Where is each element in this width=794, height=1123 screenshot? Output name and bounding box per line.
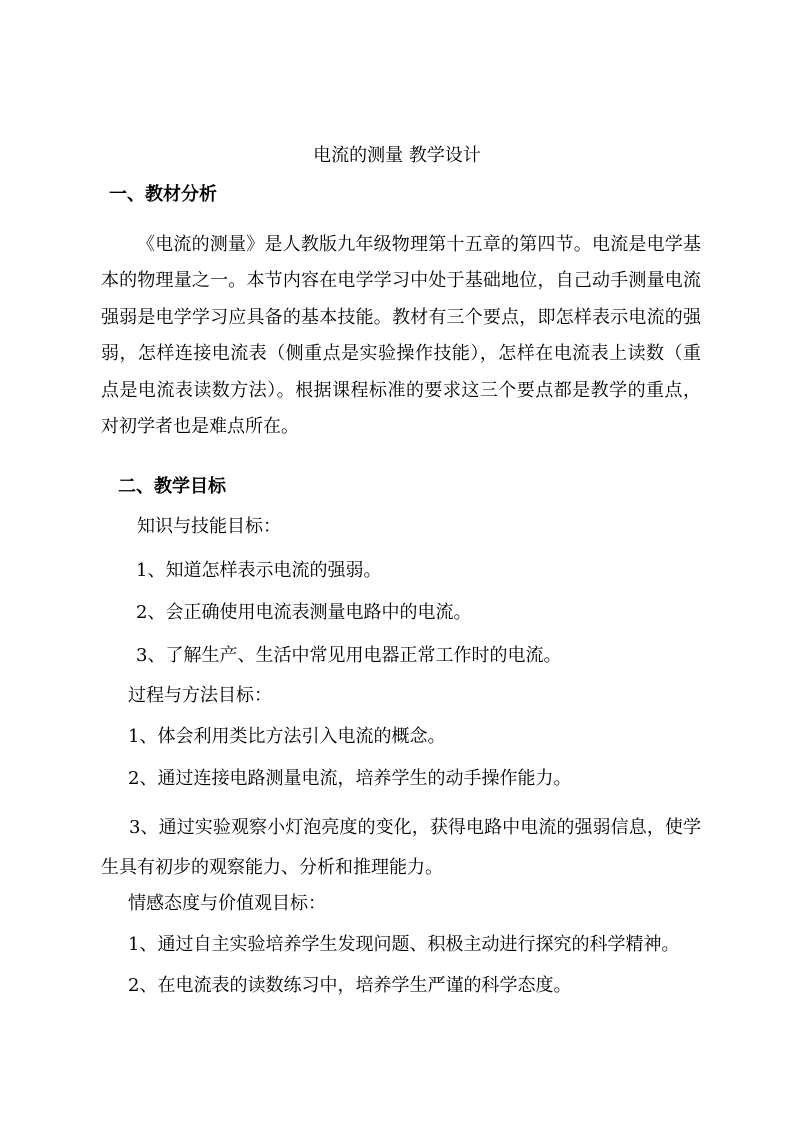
list-item: 2、在电流表的读数练习中，培养学生严谨的科学态度。 — [128, 975, 572, 996]
process-goals-label: 过程与方法目标： — [128, 685, 272, 706]
list-item: 1、通过自主实验培养学生发现问题、积极主动进行探究的科学精神。 — [128, 934, 680, 955]
list-item: 1、体会利用类比方法引入电流的概念。 — [128, 726, 446, 747]
emotion-goals-label: 情感态度与价值观目标： — [128, 893, 326, 914]
list-item: 2、会正确使用电流表测量电路中的电流。 — [136, 602, 472, 623]
page-title: 电流的测量 教学设计 — [313, 145, 481, 166]
list-item: 3、通过实验观察小灯泡亮度的变化，获得电路中电流的强弱信息，使学生具有初步的观察能力、分析和推理能力。 — [101, 817, 701, 878]
section-heading-teaching-goals: 二、教学目标 — [118, 476, 226, 497]
list-item: 3、了解生产、生活中常见用电器正常工作时的电流。 — [136, 645, 562, 666]
knowledge-goals-label: 知识与技能目标： — [137, 516, 281, 537]
textbook-analysis-paragraph: 《电流的测量》是人教版九年级物理第十五章的第四节。电流是电学基本的物理量之一。本节内容在电学学习中处于基础地位，自己动手测量电流强弱是电学学习应具备的基本技能。教材有三个要点，即怎样表示电流的强弱，怎样连接电流表（侧重点是实验操作技能），怎样在电流表上读数（重点是电流表读数方法）。根据课程标准的要求这三个要点都是教学的重点，对初学者也是难点所在。 — [101, 234, 701, 438]
section-heading-textbook-analysis: 一、教材分析 — [109, 184, 217, 205]
list-item: 2、通过连接电路测量电流，培养学生的动手操作能力。 — [128, 768, 572, 789]
list-item: 1、知道怎样表示电流的强弱。 — [136, 560, 382, 581]
